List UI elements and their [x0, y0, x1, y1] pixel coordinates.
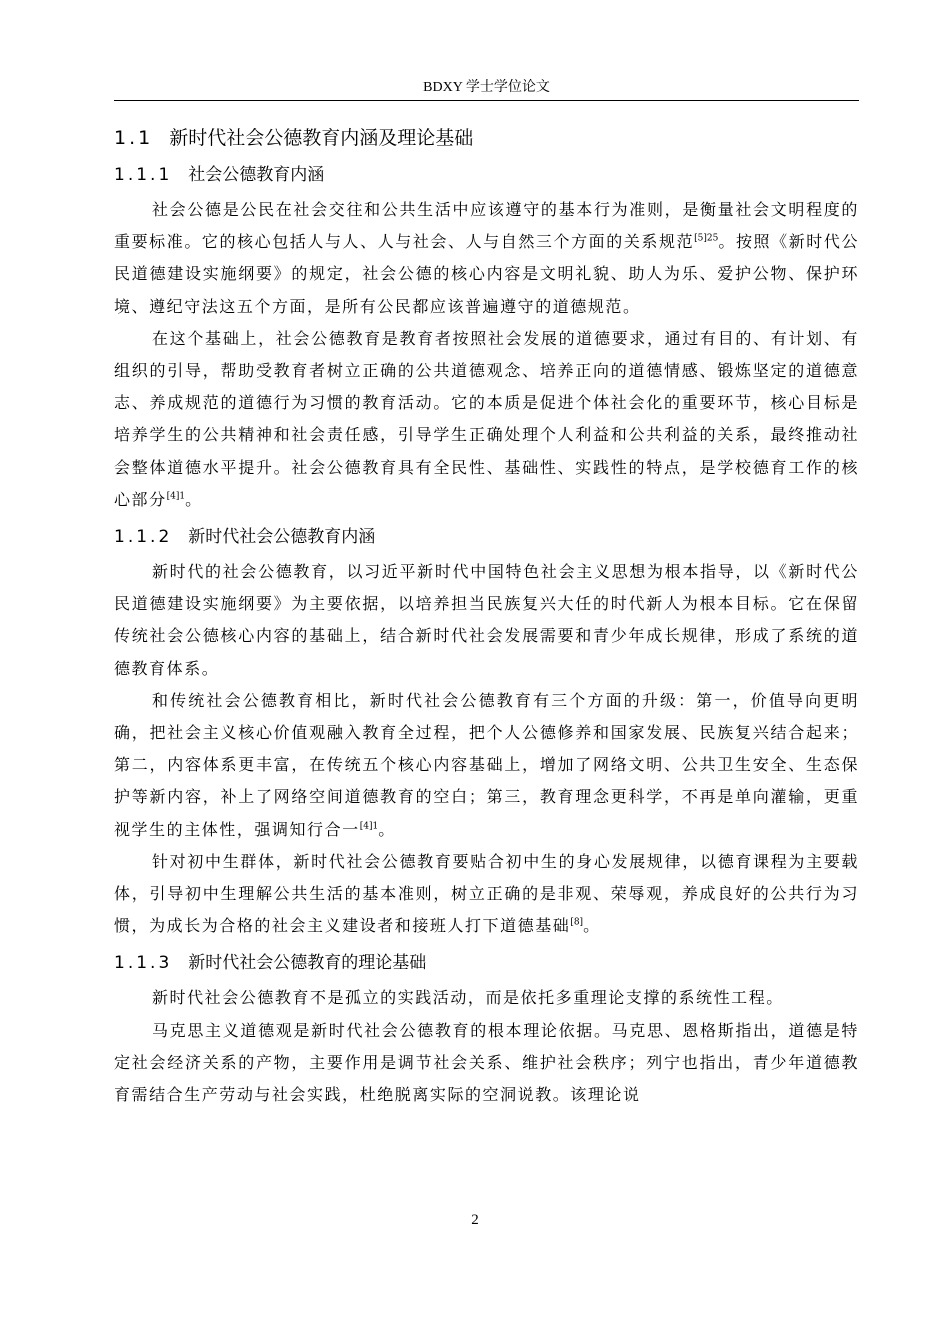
header-rule: [114, 100, 859, 101]
citation: [8]: [570, 917, 584, 928]
subsection-title: 新时代社会公德教育的理论基础: [188, 953, 427, 974]
citation: [4]1: [359, 821, 379, 832]
subsection-heading-2: [114, 524, 859, 550]
subsection-heading-3: [114, 950, 859, 976]
subsection-title: 新时代社会公德教育内涵: [188, 527, 376, 548]
paragraph-text: 和传统社会公德教育相比，新时代社会公德教育有三个方面的升级：第一，价值导向更明确，把社会主义核心价值观融入教育全过程，把个人公德修养和国家发展、民族复兴结合起来；第二，内容体系更丰富，在传统五个核心内容基础上，增加了网络文明、公共卫生安全、生态保护等新内容，补上了网络空间道德教育的空白；第三，教育理念更科学，不再是单向灌输，更重视学生的主体性，强调知行合一: [114, 690, 859, 839]
page-number: 2: [471, 1212, 479, 1228]
paragraph: 马克思主义道德观是新时代社会公德教育的根本理论依据。马克思、恩格斯指出，道德是特定社会经济关系的产物，主要作用是调节社会关系、维护社会秩序；列宁也指出，青少年道德教育需结合生产劳动与社会实践，杜绝脱离实际的空洞说教。该理论说: [114, 1020, 859, 1105]
paragraph-text: 社会公德是公民在社会交往和公共生活中应该遵守的基本行为准则，是衡量社会文明程度的重要标准。它的核心包括人与人、人与社会、人与自然三个方面的关系规范: [114, 200, 859, 252]
paragraph-text: 针对初中生群体，新时代社会公德教育要贴合初中生的身心发展规律，以德育课程为主要载体，引导初中生理解公共生活的基本准则，树立正确的是非观、荣辱观，养成良好的公共行为习惯，为成长为合格的社会主义建设者和接班人打下道德基础: [114, 851, 859, 936]
paragraph-text: 在这个基础上，社会公德教育是教育者按照社会发展的道德要求，通过有目的、有计划、有组织的引导，帮助受教育者树立正确的公共道德观念、培养正向的道德情感、锻炼坚定的道德意志、养成规范的道德行为习惯的教育活动。它的本质是促进个体社会化的重要环节，核心目标是培养学生的公共精神和社会责任感，引导学生正确处理个人利益和公共利益的关系，最终推动社会整体道德水平提升。社会公德教育具有全民性、基础性、实践性的特点，是学校德育工作的核心部分: [114, 328, 859, 509]
paragraph-text: 。: [378, 819, 396, 839]
paragraph-text: 。: [583, 916, 601, 936]
citation: [5]25: [694, 233, 719, 244]
subsection-number: 1.1.1: [114, 165, 173, 185]
paragraph: [114, 323, 859, 516]
subsection-title: 社会公德教育内涵: [188, 165, 325, 185]
citation: [4]1: [166, 491, 186, 502]
page-content: [114, 118, 859, 1111]
paragraph: 新时代社会公德教育不是孤立的实践活动，而是依托多重理论支撑的系统性工程。: [152, 988, 784, 1008]
section-title: 新时代社会公德教育内涵及理论基础: [169, 127, 474, 149]
paragraph: [114, 194, 859, 323]
section-heading: [114, 124, 859, 152]
section-number: 1.1: [114, 127, 154, 149]
subsection-number: 1.1.2: [114, 527, 173, 548]
paragraph: [114, 846, 859, 943]
paragraph: [114, 685, 859, 846]
paragraph-text: 。按照《新时代公民道德建设实施纲要》的规定，社会公德的核心内容是文明礼貌、助人为乐、爱护公物、保护环境、遵纪守法这五个方面，是所有公民都应该普遍遵守的道德规范。: [114, 232, 860, 316]
paragraph-text: 。: [185, 489, 203, 509]
subsection-number: 1.1.3: [114, 953, 173, 974]
subsection-heading-1: [114, 162, 859, 188]
running-header: BDXY 学士学位论文: [423, 80, 550, 95]
paragraph: 新时代的社会公德教育，以习近平新时代中国特色社会主义思想为根本指导，以《新时代公民道德建设实施纲要》为主要依据，以培养担当民族复兴大任的时代新人为根本目标。它在保留传统社会公德核心内容的基础上，结合新时代社会发展需要和青少年成长规律，形成了系统的道德教育体系。: [114, 562, 859, 678]
